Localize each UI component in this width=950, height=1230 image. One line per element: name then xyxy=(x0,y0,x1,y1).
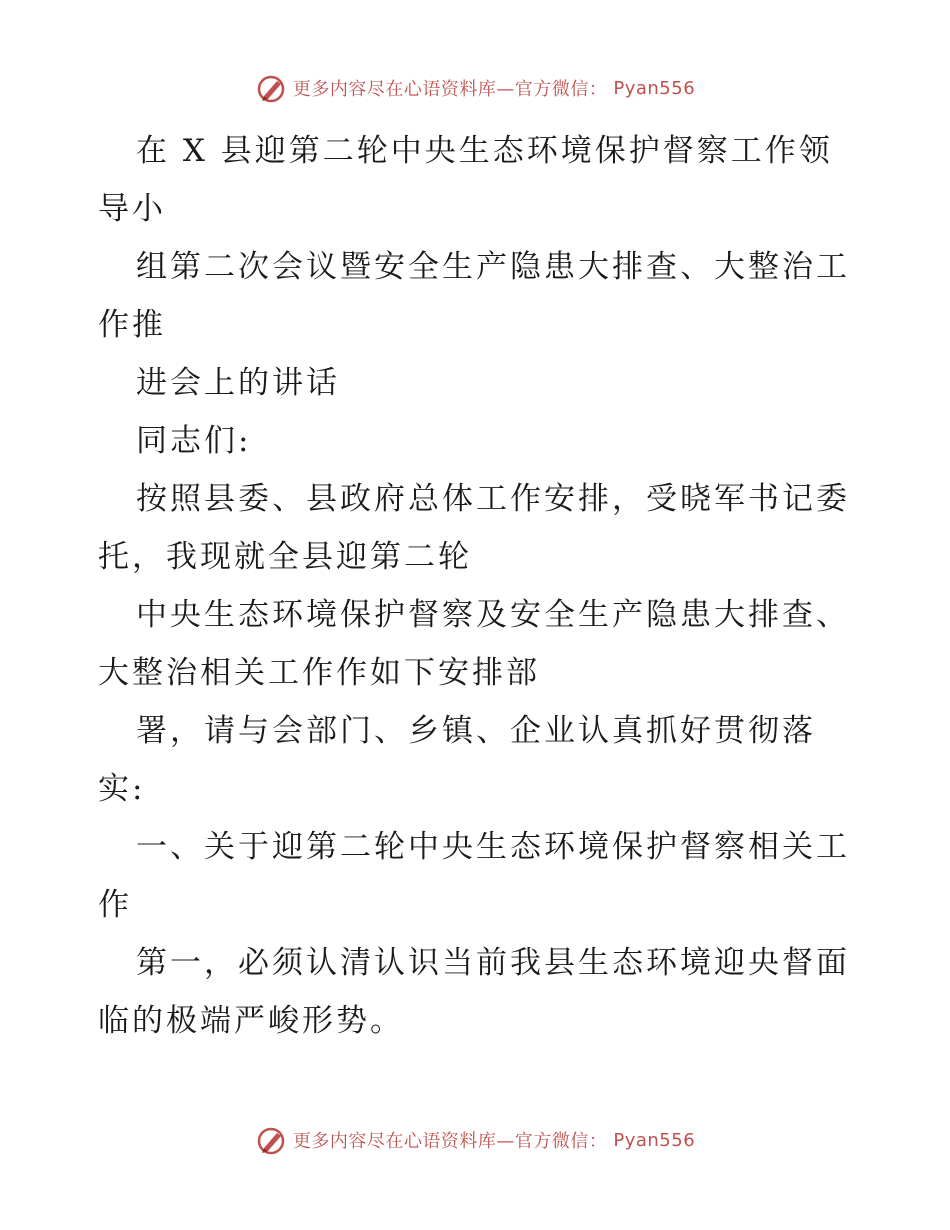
paragraph-line: 托，我现就全县迎第二轮 xyxy=(98,539,472,575)
paragraph-line: 实: xyxy=(98,771,146,807)
section-heading: 一、关于迎第二轮中央生态环境保护督察相关工 xyxy=(136,829,850,865)
paragraph-line: 大整治相关工作作如下安排部 xyxy=(98,655,540,691)
watermark-wechat-id: Pyan556 xyxy=(613,77,696,99)
watermark-wechat-id: Pyan556 xyxy=(613,1129,696,1151)
pen-logo-icon xyxy=(255,72,287,104)
paragraph-line: 中央生态环境保护督察及安全生产隐患大排查、 xyxy=(136,597,850,633)
watermark-text: 更多内容尽在心语资料库—官方微信： xyxy=(292,1131,608,1152)
footer-watermark xyxy=(0,1124,950,1156)
paragraph-line: 按照县委、县政府总体工作安排，受晓军书记委 xyxy=(136,481,850,517)
pen-logo-icon xyxy=(255,1124,287,1156)
paragraph-line: 临的极端严峻形势。 xyxy=(98,1003,404,1039)
paragraph-line: 署，请与会部门、乡镇、企业认真抓好贯彻落 xyxy=(136,713,816,749)
title-line-1: 在 X 县迎第二轮中央生态环境保护督察工作领 xyxy=(136,133,833,169)
title-line-4: 作推 xyxy=(98,307,166,343)
paragraph-line: 第一，必须认清认识当前我县生态环境迎央督面 xyxy=(136,945,850,981)
header-watermark xyxy=(0,72,950,104)
title-line-3: 组第二次会议暨安全生产隐患大排查、大整治工 xyxy=(136,249,850,285)
document-body xyxy=(98,122,858,1050)
salutation: 同志们: xyxy=(136,423,252,459)
watermark-text: 更多内容尽在心语资料库—官方微信： xyxy=(292,79,608,100)
title-line-2: 导小 xyxy=(98,191,166,227)
title-line-5: 进会上的讲话 xyxy=(136,365,340,401)
section-heading: 作 xyxy=(98,887,132,923)
